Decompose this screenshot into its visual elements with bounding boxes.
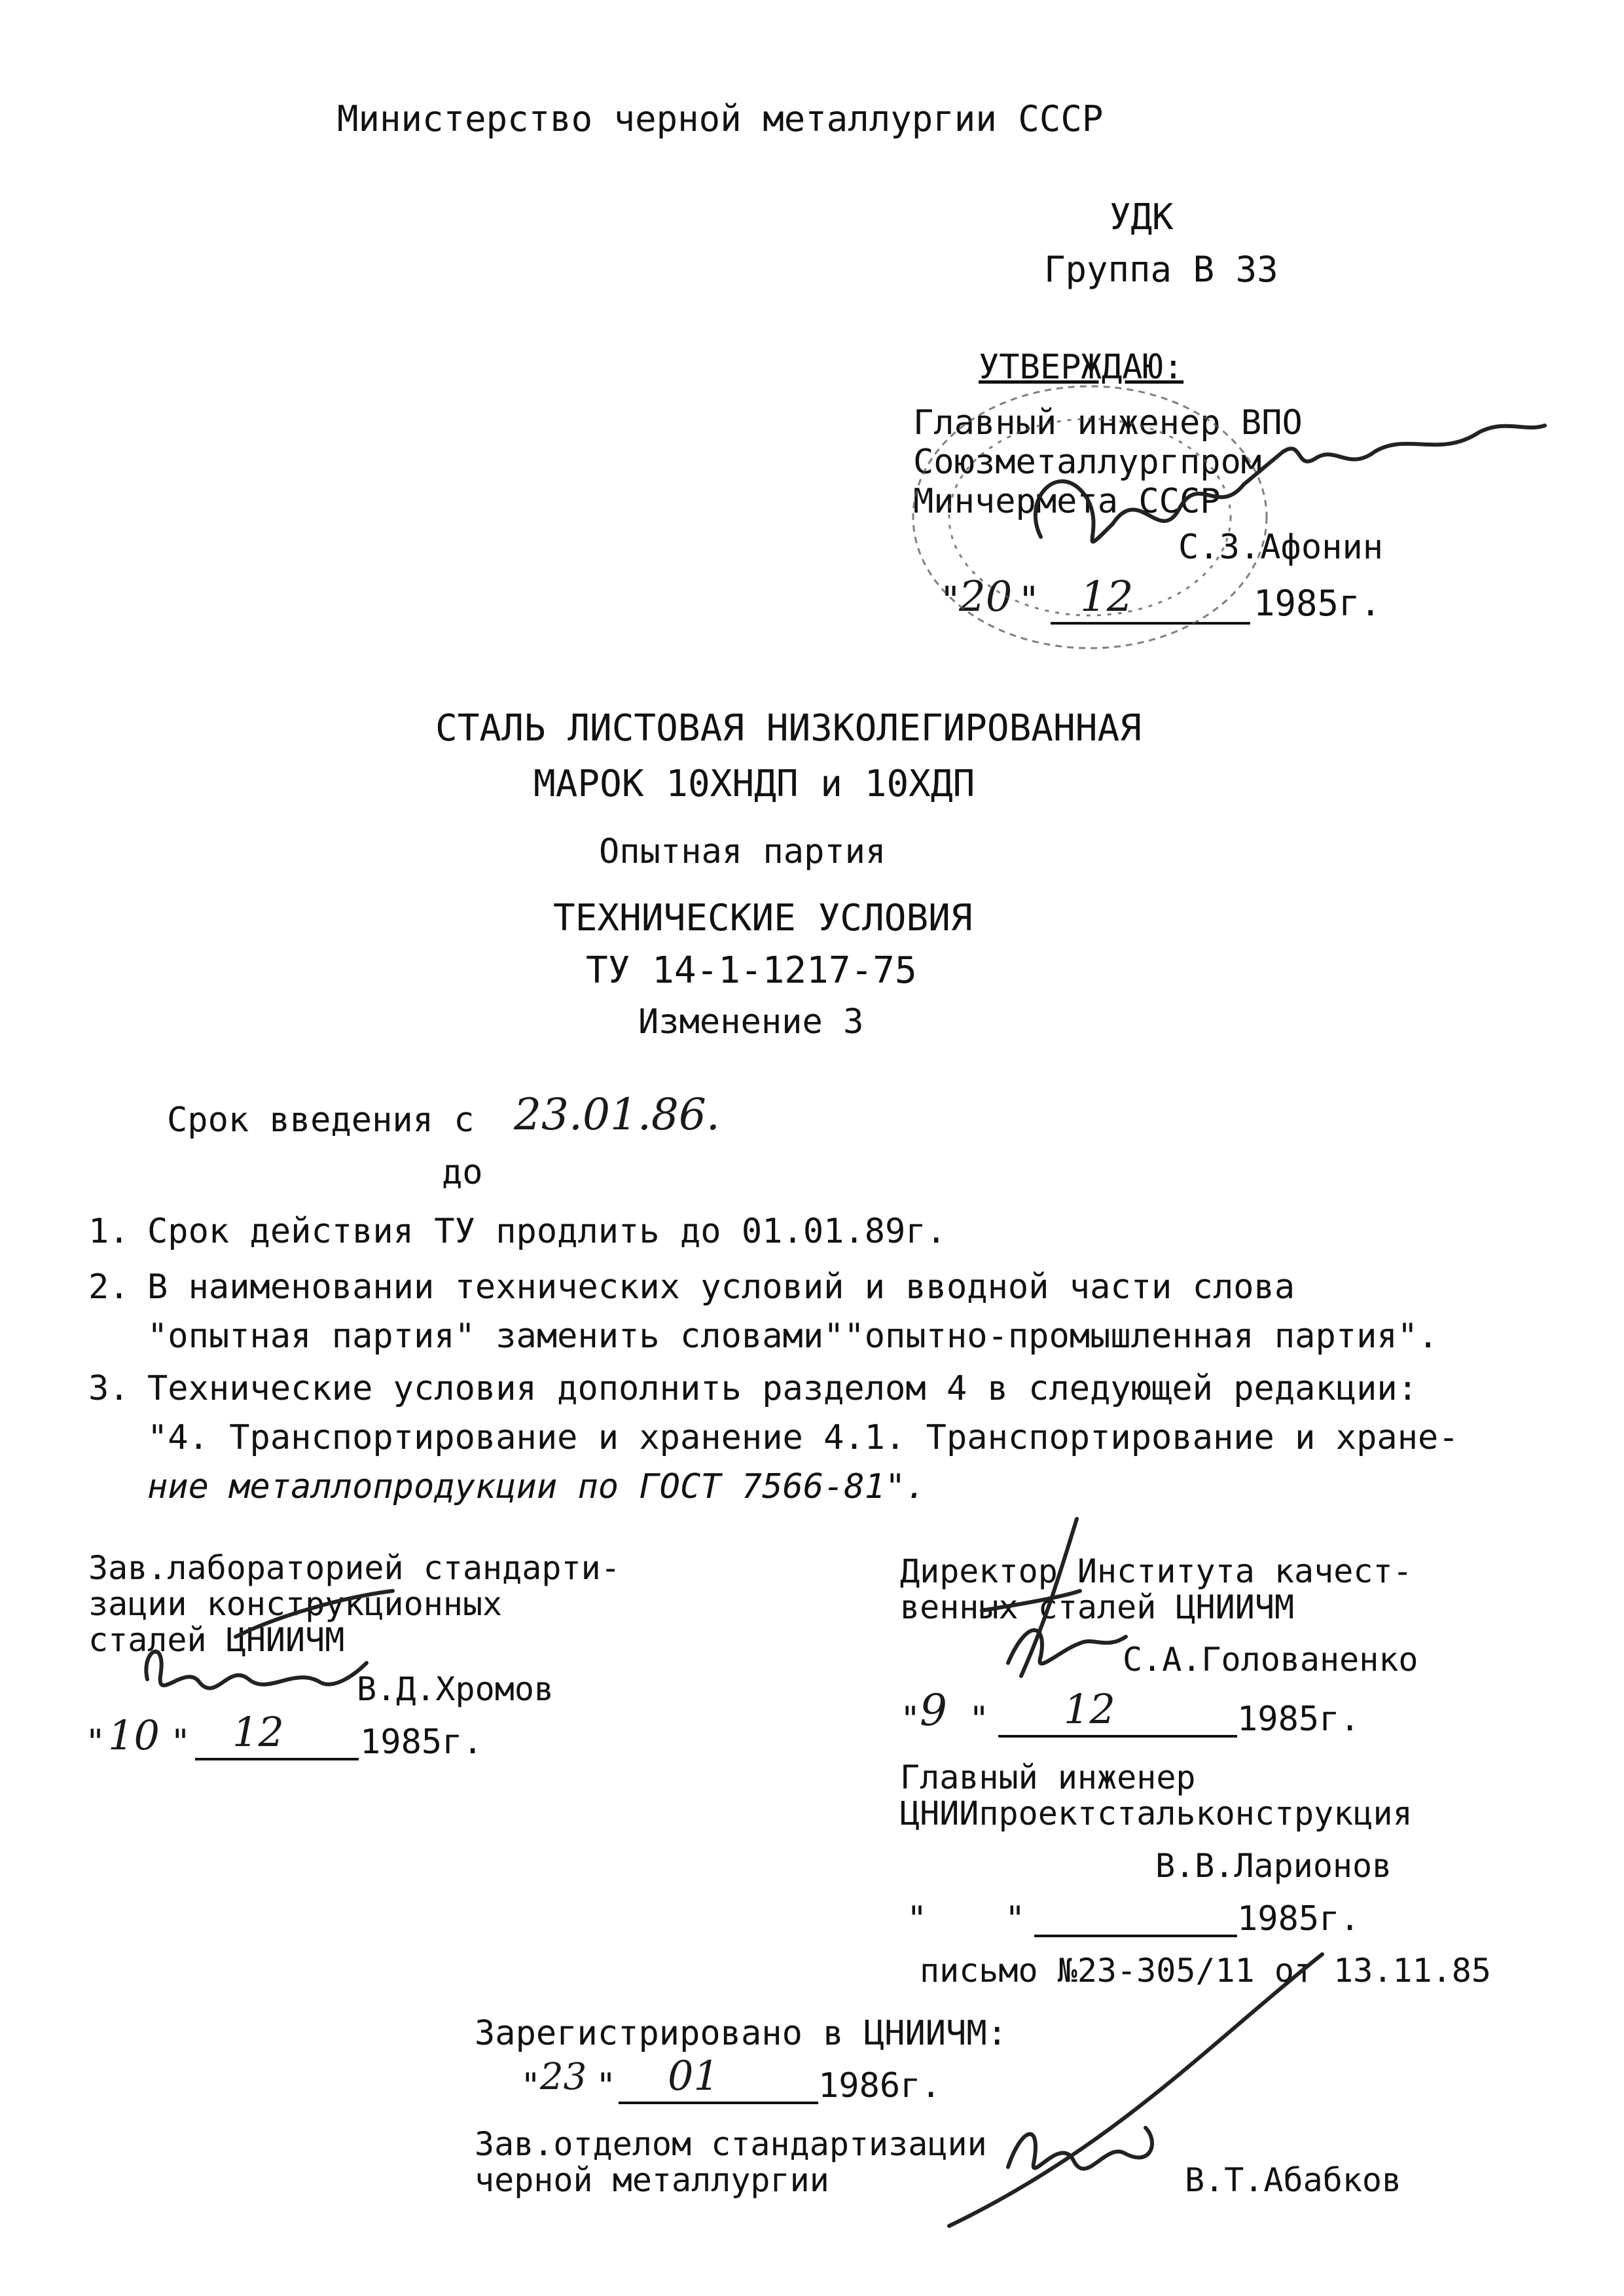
left-sig-quote-open: ": [85, 1722, 106, 1762]
chief-engineer-name: В.В.Ларионов: [1155, 1847, 1392, 1885]
registered-name: В.Т.Абабков: [1185, 2161, 1402, 2199]
udk-label: УДК: [1110, 196, 1174, 238]
right-sig-quote-open: ": [900, 1700, 921, 1739]
approval-line-1: Главный инженер ВПО: [913, 403, 1303, 443]
title-line-2: МАРОК 10ХНДП и 10ХДП: [533, 763, 975, 805]
left-sig-date-underline: [195, 1758, 359, 1760]
left-sig-title-3: сталей ЦНИИЧМ: [88, 1621, 345, 1659]
registered-title-2: черной металлургии: [475, 2161, 829, 2199]
item-1-line-1: Срок действия ТУ продлить до 01.01.89г.: [147, 1212, 947, 1251]
doc-number: ТУ 14-1-1217-75: [586, 949, 917, 992]
left-sig-date-year: 1985г.: [360, 1722, 483, 1762]
item-2-line-1: В наименовании технических условий и вводной части слова: [147, 1267, 1295, 1307]
approval-name: С.З.Афонин: [1178, 528, 1384, 567]
approval-line-2: Союзметаллургпром: [913, 443, 1262, 482]
registered-title-1: Зав.отделом стандартизации: [475, 2125, 987, 2163]
validity-from-label: Срок введения с: [167, 1101, 475, 1140]
approval-date-day: 20: [959, 573, 1013, 621]
approval-quote-close: ": [1018, 579, 1040, 622]
chief-engineer-date-underline: [1034, 1935, 1237, 1937]
left-sig-quote-close: ": [170, 1722, 191, 1762]
approval-heading: УТВЕРЖДАЮ:: [979, 348, 1184, 387]
registered-quote-open: ": [520, 2066, 541, 2105]
item-1-number: 1.: [88, 1212, 130, 1251]
validity-from-value: 23.01.86.: [514, 1089, 720, 1140]
title-line-1: СТАЛЬ ЛИСТОВАЯ НИЗКОЛЕГИРОВАННАЯ: [435, 707, 1142, 750]
approval-line-3: Минчермета СССР: [913, 482, 1221, 521]
right-sig-date-day: 9: [920, 1685, 947, 1736]
registered-date-underline: [619, 2102, 818, 2104]
registered-date-day: 23: [540, 2056, 587, 2098]
validity-to-label: до: [442, 1153, 483, 1192]
item-3-line-3: ние металлопродукции по ГОСТ 7566-81".: [147, 1467, 926, 1506]
left-sig-name: В.Д.Хромов: [357, 1670, 554, 1708]
change-number: Изменение 3: [638, 1002, 864, 1042]
item-3-number: 3.: [88, 1369, 130, 1408]
right-sig-title-2: венных сталей ЦНИИЧМ: [900, 1588, 1295, 1626]
registered-date-year: 1986г.: [818, 2066, 941, 2105]
registered-label: Зарегистрировано в ЦНИИЧМ:: [475, 2014, 1007, 2053]
right-sig-date-underline: [998, 1735, 1237, 1738]
chief-engineer-title-2: ЦНИИпроектстальконструкция: [900, 1795, 1413, 1832]
left-sig-date-month: 12: [232, 1708, 284, 1756]
right-sig-title-1: Директор Института качест-: [900, 1552, 1413, 1590]
approval-date-month: 12: [1080, 573, 1134, 621]
left-sig-title-1: Зав.лабораторией стандарти-: [88, 1549, 621, 1587]
approval-date-underline: [1051, 622, 1250, 625]
letter-reference: письмо №23-305/11 от 13.11.85: [920, 1952, 1491, 1990]
approval-quote-open: ": [939, 579, 962, 622]
item-2-number: 2.: [88, 1267, 130, 1307]
right-sig-quote-close: ": [969, 1700, 990, 1739]
doc-type: ТЕХНИЧЕСКИЕ УСЛОВИЯ: [553, 897, 973, 939]
left-sig-date-day: 10: [108, 1711, 160, 1759]
group-label: Группа В 33: [1044, 249, 1278, 290]
right-sig-date-year: 1985г.: [1237, 1700, 1360, 1739]
chief-engineer-date-year: 1985г.: [1237, 1899, 1360, 1939]
item-2-line-2: "опытная партия" заменить словами""опытно-промышленная партия".: [147, 1317, 1439, 1356]
registered-quote-close: ": [596, 2066, 617, 2105]
item-3-line-1: Технические условия дополнить разделом 4 в следующей редакции:: [147, 1369, 1418, 1408]
right-sig-name: С.А.Голованенко: [1123, 1641, 1418, 1679]
ministry-line: Министерство черной металлургии СССР: [337, 98, 1104, 139]
left-sig-title-2: зации конструкционных: [88, 1585, 503, 1623]
chief-engineer-quote-open: ": [907, 1899, 928, 1939]
registered-date-month: 01: [668, 2052, 719, 2100]
chief-engineer-quote-close: ": [1005, 1899, 1026, 1939]
approval-date-year: 1985г.: [1254, 583, 1382, 624]
chief-engineer-title-1: Главный инженер: [900, 1758, 1196, 1796]
right-sig-date-month: 12: [1064, 1685, 1115, 1733]
subtitle: Опытная партия: [599, 832, 886, 871]
item-3-line-2: "4. Транспортирование и хранение 4.1. Транспортирование и хране-: [147, 1418, 1459, 1457]
